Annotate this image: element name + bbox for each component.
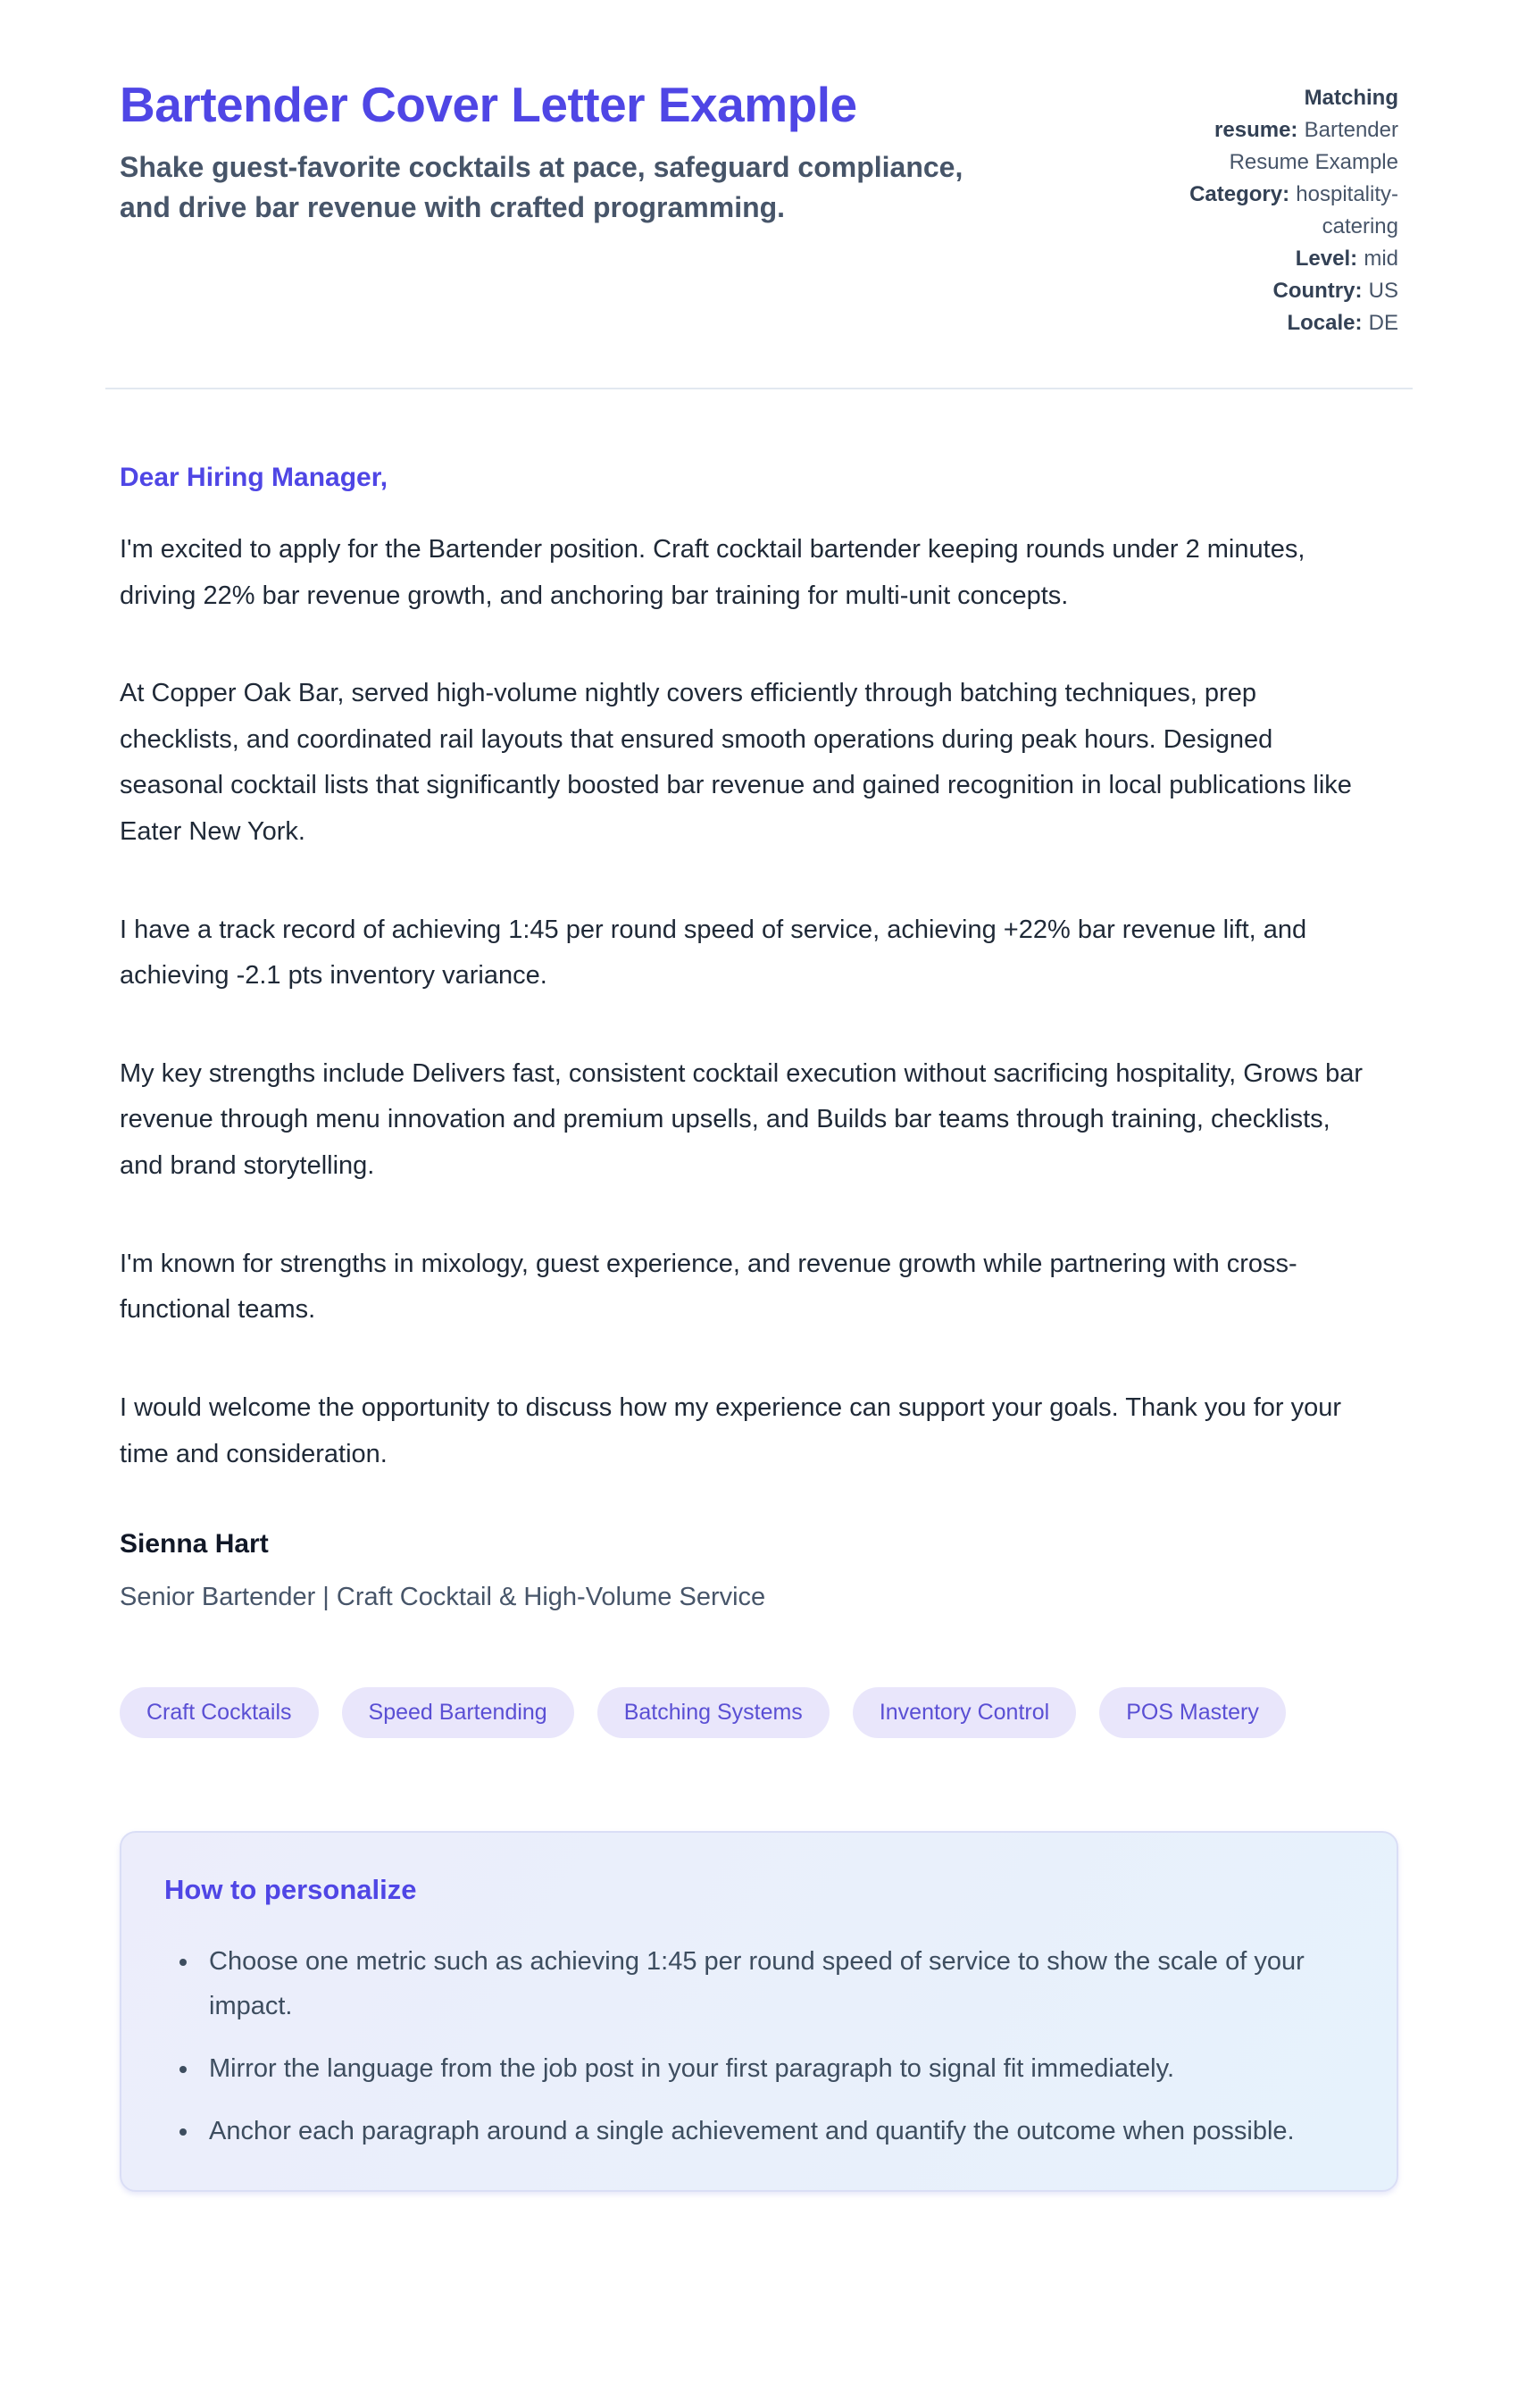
skill-tags <box>120 1687 1398 1738</box>
letter-paragraph: I have a track record of achieving 1:45 per round speed of service, achieving +22% bar revenue lift, and achieving -2.1 pts inventory variance. <box>120 915 1307 991</box>
letter-paragraph: I'm known for strengths in mixology, guest experience, and revenue growth while partnering with cross-functional teams. <box>120 1249 1297 1325</box>
tip-item: • Mirror the language from the job post in your first paragraph to signal fit immediately. <box>200 2047 1325 2092</box>
meta-row-category <box>1130 179 1398 243</box>
meta-value: US <box>1368 279 1398 303</box>
meta-block <box>1130 77 1398 339</box>
header-text-block <box>120 77 995 228</box>
meta-row-level <box>1130 243 1398 275</box>
tip-item: • Anchor each paragraph around a single achievement and quantify the outcome when possible. <box>200 2110 1325 2154</box>
page-title: Bartender Cover Letter Example <box>120 77 857 132</box>
personalization-tips-box <box>120 1831 1398 2192</box>
meta-label: Level: <box>1295 247 1358 271</box>
letter-greeting: Dear Hiring Manager, <box>120 463 388 492</box>
meta-label: Category: <box>1189 182 1290 206</box>
signature-role: Senior Bartender | Craft Cocktail & High-Volume Service <box>120 1583 766 1612</box>
skill-tag: Speed Bartending <box>342 1687 574 1738</box>
tips-list <box>164 1940 1354 2154</box>
skill-tag: POS Mastery <box>1099 1687 1286 1738</box>
cover-letter-body <box>105 463 1413 1738</box>
letter-paragraph: I would welcome the opportunity to discuss how my experience can support your goals. Thank you for your time and consideration. <box>120 1392 1342 1468</box>
tips-title: How to personalize <box>164 1874 417 1906</box>
header <box>120 77 1398 339</box>
skill-tag: Inventory Control <box>853 1687 1076 1738</box>
meta-value: mid <box>1364 247 1398 271</box>
letter-paragraph: At Copper Oak Bar, served high-volume nightly covers efficiently through batching techniques, prep checklists, and coordinated rail layouts that ensured smooth operations during peak hours. Designed seasonal cocktail lists that significantly boosted bar revenue and gained recognition in local publications like Eater New York. <box>120 679 1352 847</box>
skill-tag: Craft Cocktails <box>120 1687 319 1738</box>
meta-label: Matching resume: <box>1214 86 1398 142</box>
page-subtitle: Shake guest-favorite cocktails at pace, safeguard compliance, and drive bar revenue with crafted programming. <box>120 151 963 224</box>
signature-name: Sienna Hart <box>120 1529 269 1559</box>
meta-row-locale <box>1130 307 1398 339</box>
meta-value: Bartender Resume Example <box>1229 118 1398 174</box>
skill-tag: Batching Systems <box>597 1687 830 1738</box>
letter-paragraph: I'm excited to apply for the Bartender position. Craft cocktail bartender keeping rounds under 2 minutes, driving 22% bar revenue growth, and anchoring bar training for multi-unit concepts. <box>120 535 1305 610</box>
tip-item: • Choose one metric such as achieving 1:45 per round speed of service to show the scale of your impact. <box>200 1940 1325 2029</box>
meta-row-country <box>1130 275 1398 307</box>
meta-value: hospitality-catering <box>1296 182 1398 238</box>
page-container <box>105 0 1413 2192</box>
meta-value: DE <box>1368 311 1398 335</box>
meta-label: Locale: <box>1287 311 1363 335</box>
header-divider <box>105 388 1413 389</box>
meta-label: Country: <box>1272 279 1363 303</box>
meta-row-matching-resume <box>1130 82 1398 179</box>
letter-paragraph: My key strengths include Delivers fast, consistent cocktail execution without sacrificing hospitality, Grows bar revenue through menu innovation and premium upsells, and Builds bar teams through training, checklists, and brand storytelling. <box>120 1058 1364 1181</box>
